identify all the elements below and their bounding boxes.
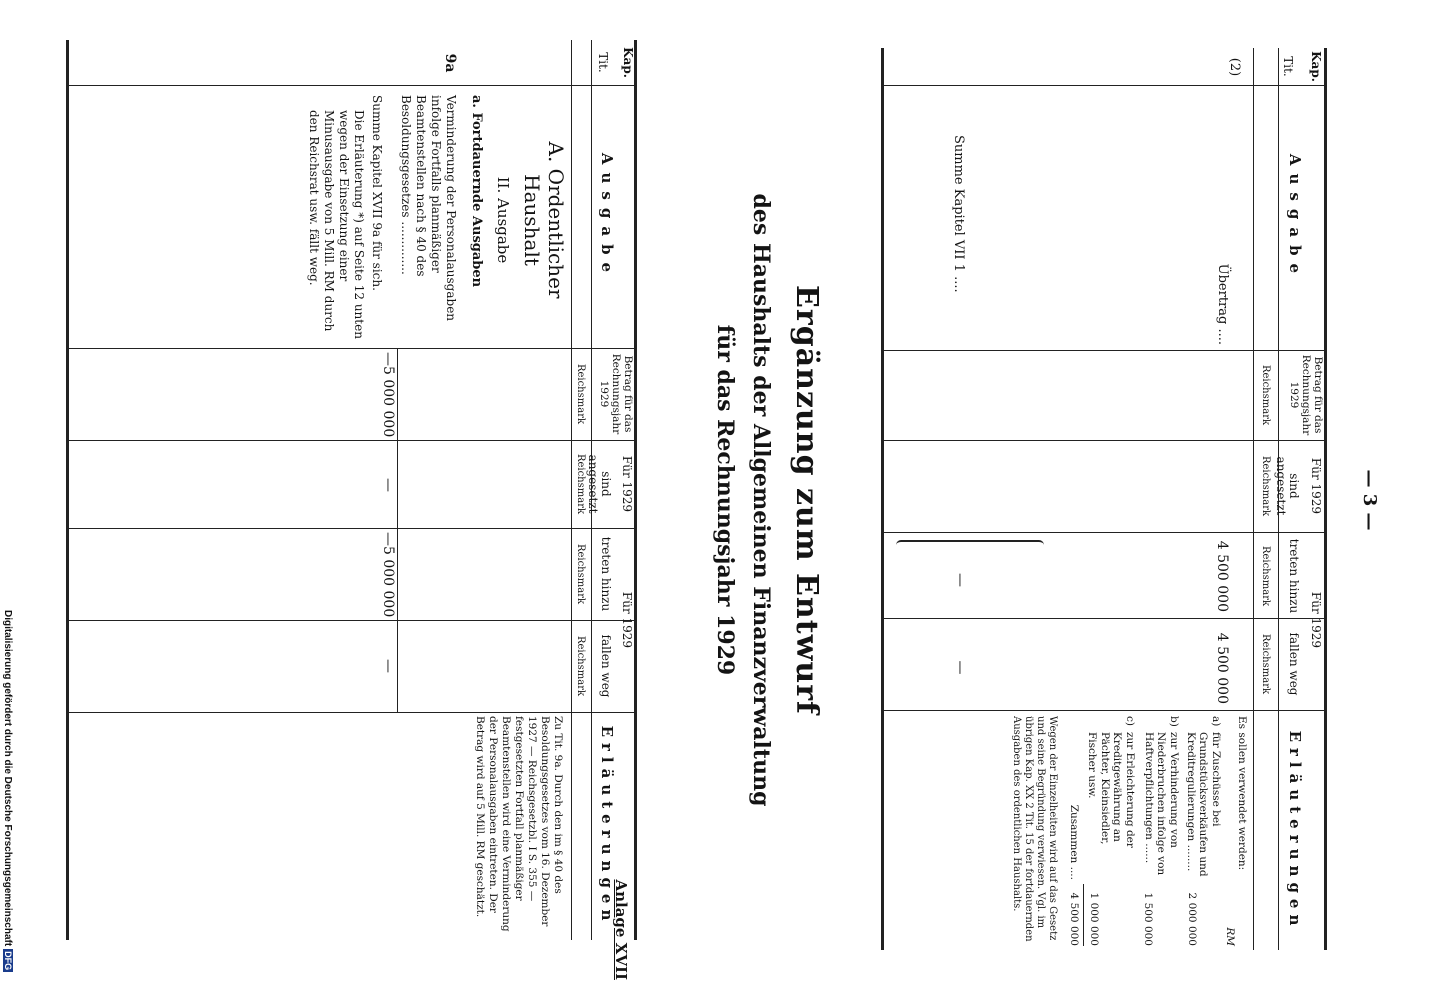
kap-header: Kap. bbox=[1309, 51, 1323, 82]
angesetzt-header: sind angesetzt bbox=[586, 454, 613, 514]
zusammen-label: Zusammen .... bbox=[1068, 804, 1080, 880]
fallen-weg-value: — bbox=[380, 659, 396, 673]
subsection-title: II. Ausgabe bbox=[494, 176, 512, 264]
unit: Reichsmark bbox=[1260, 364, 1271, 426]
unit: Reichsmark bbox=[1260, 633, 1271, 695]
tit-header: Tit. bbox=[596, 52, 610, 73]
section-title: A. Ordentlicher Haushalt bbox=[520, 141, 568, 299]
title-line-3: für das Rechnungsjahr 1929 bbox=[712, 324, 738, 676]
note-amount: 1 500 000 bbox=[1142, 892, 1154, 946]
title-line-1: Ergänzung zum Entwurf bbox=[789, 285, 824, 715]
brace bbox=[896, 540, 1044, 550]
kap-header: Kap. bbox=[621, 47, 635, 78]
notes-intro: Es sollen verwendet werden: bbox=[1236, 716, 1248, 871]
dash: — bbox=[952, 573, 968, 587]
unit: Reichsmark bbox=[575, 635, 586, 697]
page-number: — 3 — bbox=[1359, 469, 1380, 531]
ausgabe-header: Ausgabe bbox=[598, 152, 616, 281]
betrag-header: Betrag für das Rechnungsjahr 1929 bbox=[598, 353, 634, 435]
dfg-credit bbox=[2, 610, 13, 972]
fuer-1929-header-2: Für 1929 bbox=[1309, 591, 1323, 649]
angesetzt-header: sind angesetzt bbox=[1274, 456, 1301, 516]
note-letter: b) bbox=[1168, 716, 1180, 727]
betrag-value: —5 000 000 bbox=[380, 352, 396, 438]
tit-header: Tit. bbox=[1281, 56, 1295, 77]
fallen-weg-header: fallen weg bbox=[1287, 632, 1301, 696]
fuer-1929-header-2: Für 1929 bbox=[620, 591, 634, 649]
note-amount: 1 000 000 bbox=[1088, 892, 1100, 946]
unit: Reichsmark bbox=[575, 363, 586, 425]
angesetzt-value: — bbox=[380, 478, 396, 492]
erlaeuterungen-header: Erläuterungen bbox=[598, 725, 616, 927]
unit: Reichsmark bbox=[575, 453, 586, 515]
treten-hinzu-value: —5 000 000 bbox=[380, 532, 396, 618]
note-amount: 2 000 000 bbox=[1186, 892, 1198, 946]
zusammen-amount: 4 500 000 bbox=[1068, 892, 1080, 946]
erlaeuterungen-header: Erläuterungen bbox=[1286, 730, 1304, 932]
betrag-header: Betrag für das Rechnungsjahr 1929 bbox=[1288, 354, 1324, 436]
summe-kapitel-label: Summe Kapitel XVII 9a für sich. bbox=[370, 95, 384, 291]
summe-kapitel-label: Summe Kapitel VII 1 .... bbox=[951, 135, 966, 293]
treten-hinzu-header: treten hinzu bbox=[599, 536, 613, 612]
note-text: zur Erleichterung der Kreditgewährung an Pächter, Kleinsiedler, Fischer usw. bbox=[1086, 732, 1136, 848]
fallen-weg-value: 4 500 000 bbox=[1214, 632, 1230, 704]
treten-hinzu-value: 4 500 000 bbox=[1214, 540, 1230, 612]
erlaeuterung-note: Zu Tit. 9a. Durch den im § 40 des Besoldungsgesetzes vom 16. Dezember 1927 — Reichsgesetzbl. I S. 355 — festgesetzten Fortfall planmäßiger Beamtenstellen wird eine Verminderung der Personalausgaben eintreten. Der Betrag wird auf 5 Mill. RM geschätzt. bbox=[474, 716, 564, 932]
footnote: Die Erläuterung *) auf Seite 12 unten wegen der Einsetzung einer Minusausgabe von 5 Mill. RM durch den Reichsrat usw. fällt weg. bbox=[307, 110, 366, 339]
rm-label: RM bbox=[1224, 927, 1236, 946]
notes-footer: Wegen der Einzelheiten wird auf das Gesetz und seine Begründung verwiesen. Vgl. im übrigen Kap. XX 2 Tit. 15 der fortdauernden Ausgaben des ordentlichen Haushalts. bbox=[1011, 716, 1058, 942]
note-letter: c) bbox=[1124, 716, 1136, 726]
note-text: für Zuschüsse bei Grundstücksverkäufen und Kreditregulierungen ........ bbox=[1185, 732, 1222, 877]
dash: — bbox=[952, 660, 968, 675]
note-letter: a) bbox=[1210, 716, 1222, 727]
kap-label: (2) bbox=[1227, 57, 1242, 77]
treten-hinzu-header: treten hinzu bbox=[1287, 538, 1301, 614]
tit-number: 9a bbox=[442, 53, 458, 73]
item-text: Verminderung der Personalausgaben infolge Fortfalls planmäßiger Beamtenstellen nach § 40 des Besoldungsgesetzes .............. bbox=[399, 95, 458, 322]
fuer-1929-header: Für 1929 bbox=[620, 455, 634, 513]
unit: Reichsmark bbox=[1260, 545, 1271, 607]
dfg-credit-text: Digitalisierung gefördert durch die Deutsche Forschungsgemeinschaft bbox=[2, 610, 13, 947]
unit: Reichsmark bbox=[1260, 455, 1271, 517]
fallen-weg-header: fallen weg bbox=[599, 634, 613, 698]
dfg-logo: DFG bbox=[3, 951, 13, 971]
note-text: zur Verhinderung von Niederbruchen infolge von Haftverpflichtungen ...... bbox=[1143, 732, 1180, 876]
title-line-2: des Haushalts der Allgemeinen Finanzverwaltung bbox=[748, 193, 774, 807]
subsubsection-title: a. Fortdauernde Ausgaben bbox=[469, 95, 484, 288]
ausgabe-header: Ausgabe bbox=[1286, 153, 1304, 282]
uebertrag-label: Übertrag .... bbox=[1215, 263, 1230, 345]
fuer-1929-header: Für 1929 bbox=[1309, 457, 1323, 515]
unit: Reichsmark bbox=[575, 543, 586, 605]
anlage-label: Anlage XVII bbox=[612, 879, 630, 980]
